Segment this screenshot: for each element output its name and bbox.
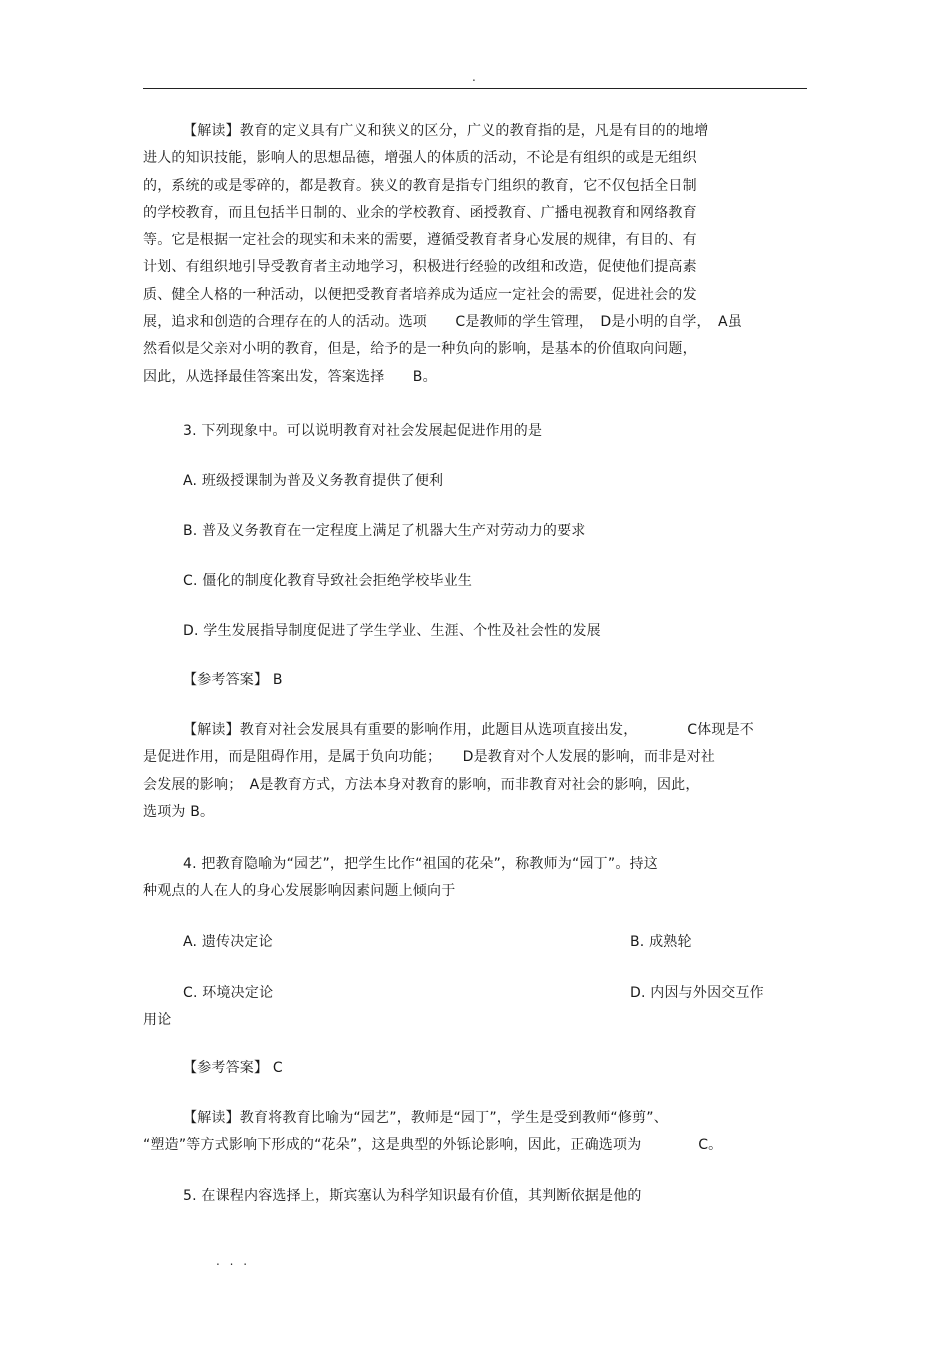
text-line: 4. 把教育隐喻为“园艺”，把学生比作“祖国的花朵”，称教师为“园丁”。持这 <box>183 856 658 872</box>
question-3-option-b: B. 普及义务教育在一定程度上满足了机器大生产对劳动力的要求 <box>183 523 586 539</box>
header-mark: . <box>472 70 476 84</box>
text-line: “塑造”等方式影响下形成的“花朵”，这是典型的外铄论影响，因此，正确选项为 C。 <box>143 1137 723 1154</box>
question-5-stem: 5. 在课程内容选择上，斯宾塞认为科学知识最有价值，其判断依据是他的 <box>183 1188 642 1204</box>
text-line: 【解读】教育对社会发展具有重要的影响作用，此题目从选项直接出发， C体现是不 <box>183 722 754 738</box>
question-4-option-a: A. 遗传决定论 <box>183 934 273 950</box>
question-3-option-c: C. 僵化的制度化教育导致社会拒绝学校毕业生 <box>183 573 473 589</box>
question-3-answer: 【参考答案】 B <box>183 672 283 688</box>
question-4-option-d-continued: 用论 <box>143 1012 172 1028</box>
question-4-option-b: B. 成熟轮 <box>630 934 692 950</box>
question-4-stem <box>143 851 823 906</box>
explanation-paragraph-1 <box>143 118 823 391</box>
text-line: 的学校教育，而且包括半日制的、业余的学校教育、函授教育、广播电视教育和网络教育 <box>143 204 697 221</box>
question-3-option-d: D. 学生发展指导制度促进了学生学业、生涯、个性及社会性的发展 <box>183 623 601 639</box>
question-3-explanation <box>143 717 823 826</box>
text-line: 等。它是根据一定社会的现实和未来的需要，遵循受教育者身心发展的规律，有目的、有 <box>143 232 697 249</box>
text-line: 是促进作用，而是阻碍作用，是属于负向功能； D是教育对个人发展的影响，而非是对社 <box>143 749 715 766</box>
text-line: 计划、有组织地引导受教育者主动地学习，积极进行经验的改组和改造，促使他们提高素 <box>143 259 697 276</box>
question-4-option-c: C. 环境决定论 <box>183 985 274 1001</box>
text-line: 展，追求和创造的合理存在的人的活动。选项 C是教师的学生管理， D是小明的自学， A虽 <box>143 314 742 331</box>
text-line: 质、健全人格的一种活动，以便把受教育者培养成为适应一定社会的需要，促进社会的发 <box>143 286 697 303</box>
question-3-stem: 3. 下列现象中。可以说明教育对社会发展起促进作用的是 <box>183 423 543 439</box>
text-line: 【解读】教育将教育比喻为“园艺”，教师是“园丁”，学生是受到教师“修剪”、 <box>183 1110 668 1126</box>
text-line: 种观点的人在人的身心发展影响因素问题上倾向于 <box>143 883 456 900</box>
text-line: 会发展的影响； A是教育方式，方法本身对教育的影响，而非教育对社会的影响，因此， <box>143 776 700 793</box>
text-line: 然看似是父亲对小明的教育，但是，给予的是一种负向的影响，是基本的价值取向问题， <box>143 341 697 358</box>
text-line: 【解读】教育的定义具有广义和狭义的区分，广义的教育指的是，凡是有目的的地增 <box>183 123 709 139</box>
text-line: 进人的知识技能，影响人的思想品德，增强人的体质的活动，不论是有组织的或是无组织 <box>143 150 697 167</box>
question-4-option-d: D. 内因与外因交互作 <box>630 985 764 1001</box>
question-4-answer: 【参考答案】 C <box>183 1060 283 1076</box>
header-rule <box>143 88 807 89</box>
footer-mark: . . . <box>216 1254 251 1268</box>
text-line: 选项为 B。 <box>143 803 215 820</box>
question-4-explanation <box>143 1105 823 1160</box>
question-3-option-a: A. 班级授课制为普及义务教育提供了便利 <box>183 473 444 489</box>
text-line: 的，系统的或是零碎的，都是教育。狭义的教育是指专门组织的教育，它不仅包括全日制 <box>143 177 697 194</box>
text-line: 因此，从选择最佳答案出发，答案选择 B。 <box>143 368 437 385</box>
